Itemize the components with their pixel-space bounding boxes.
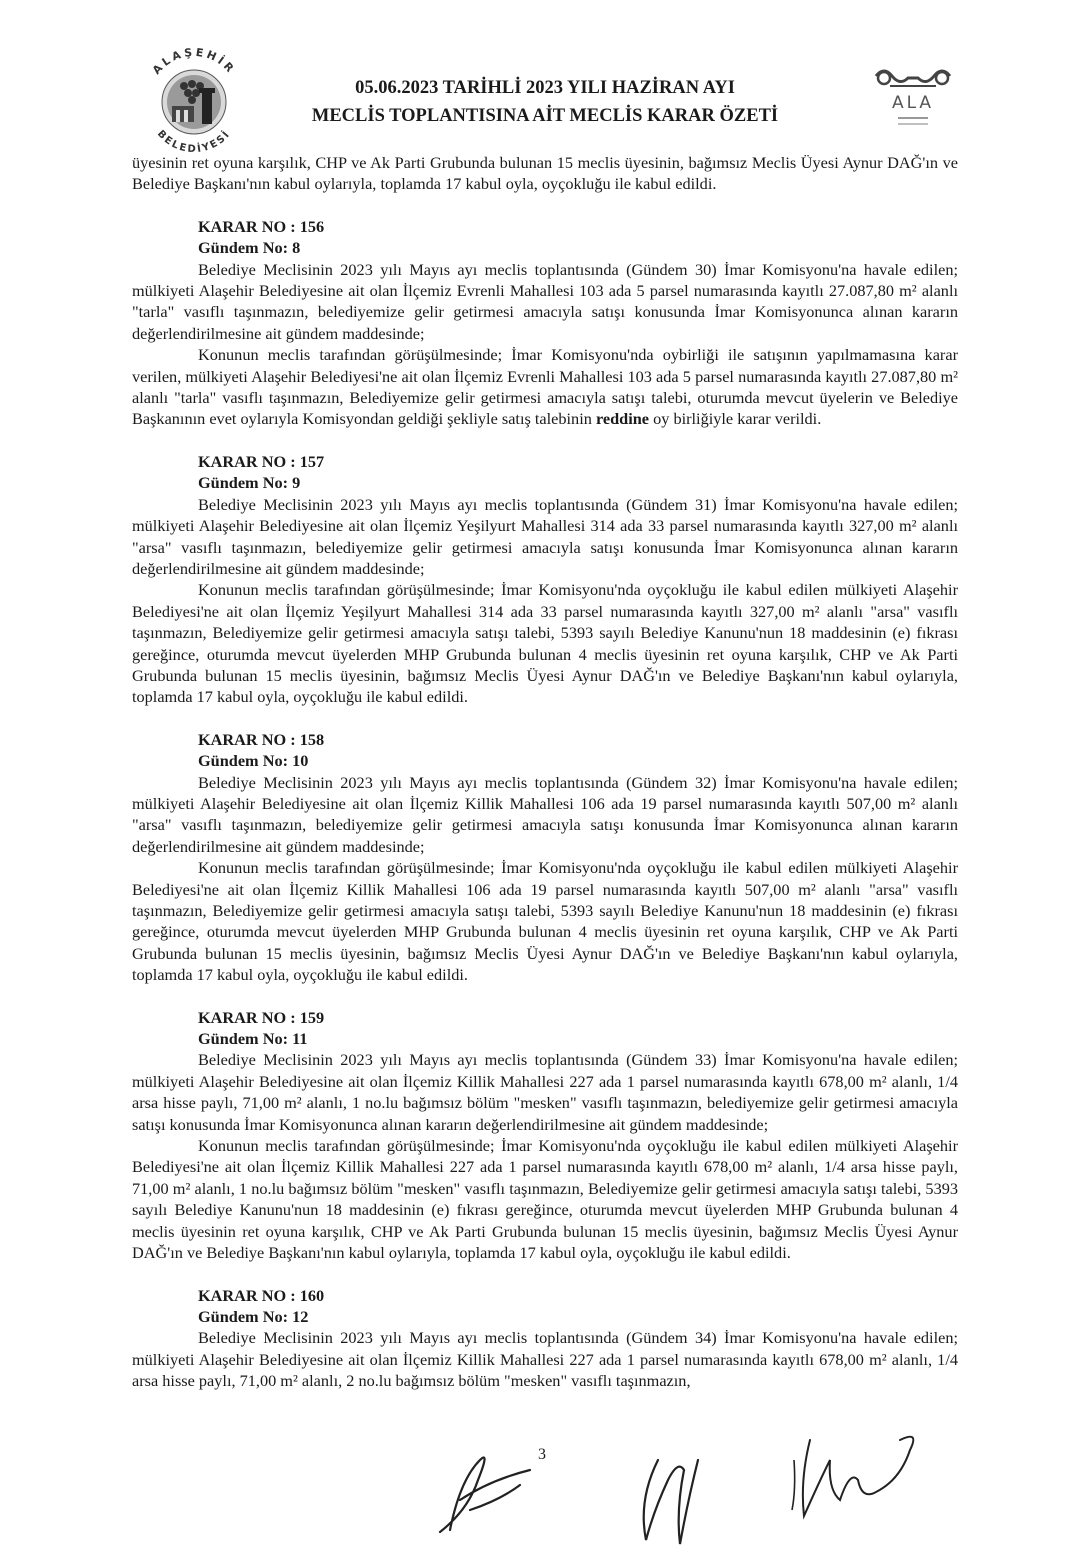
decision-156-agenda-text: Belediye Meclisinin 2023 yılı Mayıs ayı meclis toplantısında (Gündem 30) İmar Komisyonu'na havale edilen; mülkiyeti Alaşehir Belediyesine ait olan İlçemiz Evrenli Mahallesi 103 ada 5 parsel numarasında kayıtlı 27.087,80 m² alanlı "tarla" vasıflı taşınmazın, belediyemize gelir getirmesi amacıyla satışı konusunda İmar Komisyonunca alınan kararın değerlendirilmesine ait gündem maddesinde;	[132, 259, 958, 343]
ala-column-logo	[870, 66, 956, 136]
ala-logo-text: ALA	[891, 93, 935, 113]
gundem-no-9: Gündem No: 9	[198, 473, 301, 493]
title-line-1: 05.06.2023 TARİHLİ 2023 YILI HAZİRAN AYI	[355, 78, 735, 98]
signature-2	[628, 1440, 718, 1548]
gundem-no-12: Gündem No: 12	[198, 1306, 309, 1326]
signature-3	[780, 1420, 940, 1520]
decision-157-agenda-text: Belediye Meclisinin 2023 yılı Mayıs ayı meclis toplantısında (Gündem 31) İmar Komisyonu'na havale edilen; mülkiyeti Alaşehir Belediyesine ait olan İlçemiz Yeşilyurt Mahallesi 314 ada 33 parsel numarasında kayıtlı 327,00 m² alanlı "arsa" vasıflı taşınmazın, belediyemize gelir getirmesi amacıyla satışı konusunda İmar Komisyonunca alınan kararın değerlendirilmesine ait gündem maddesinde;	[132, 494, 958, 578]
decision-156-resolution-text: Konunun meclis tarafından görüşülmesinde; İmar Komisyonu'nda oybirliği ile satışının yapılmamasına karar verilen, mülkiyeti Alaşehir Belediyesi'ne ait olan İlçemiz Evrenli Mahallesi 103 ada 5 parsel numarasında kayıtlı 27.087,80 m² alanlı "tarla" vasıflı taşınmazın, Belediyemize gelir getirmesi amacıyla satışı talebi, oturumda mevcut üyelerin ve Belediye Başkanının evet oylarıyla Komisyondan geldiği şekliyle satış talebinin reddine oy birliğiyle karar verildi.	[132, 345, 958, 429]
gundem-no-11: Gündem No: 11	[198, 1029, 308, 1049]
decision-159-agenda-text: Belediye Meclisinin 2023 yılı Mayıs ayı meclis toplantısında (Gündem 33) İmar Komisyonu'na havale edilen; mülkiyeti Alaşehir Belediyesine ait olan İlçemiz Killik Mahallesi 227 ada 1 parsel numarasında kayıtlı 678,00 m² alanlı, 1/4 arsa hisse paylı, 71,00 m² alanlı, 1 no.lu bağımsız bölüm "mesken" vasıflı taşınmazın, belediyemize gelir getirmesi amacıyla satışı konusunda İmar Komisyonunca alınan kararın değerlendirilmesine ait gündem maddesinde;	[132, 1050, 958, 1134]
svg-text:ALAŞEHİR: ALAŞEHİR	[149, 45, 239, 77]
gundem-no-10: Gündem No: 10	[198, 751, 309, 771]
decision-159-resolution-text: Konunun meclis tarafından görüşülmesinde; İmar Komisyonu'nda oyçokluğu ile kabul edilen mülkiyeti Alaşehir Belediyesi'ne ait olan İlçemiz Killik Mahallesi 227 ada 1 parsel numarasında kayıtlı 678,00 m² alanlı, 1/4 arsa hisse paylı, 71,00 m² alanlı, 1 no.lu bağımsız bölüm "mesken" vasıflı taşınmazın, Belediyemize gelir getirmesi amacıyla satışı talebi, 5393 sayılı Belediye Kanunu'nun 18 maddesinin (e) fıkrası gereğince, oturumda mevcut üyelerden MHP Grubunda bulunan 4 meclis üyesinin ret oyuna karşılık, CHP ve Ak Parti Grubunda bulunan 15 meclis üyesinin, bağımsız Meclis Üyesi Aynur DAĞ'ın ve Belediye Başkanı'nın kabul oylarıyla, toplamda 17 kabul oyla, oyçokluğu ile kabul edildi.	[132, 1136, 958, 1263]
title-line-2: MECLİS TOPLANTISINA AİT MECLİS KARAR ÖZETİ	[311, 106, 779, 126]
rejection-emphasis: reddine	[595, 409, 650, 429]
karar-no-159: KARAR NO : 159	[198, 1007, 325, 1027]
decision-160-agenda-text: Belediye Meclisinin 2023 yılı Mayıs ayı meclis toplantısında (Gündem 34) İmar Komisyonu'na havale edilen; mülkiyeti Alaşehir Belediyesine ait olan İlçemiz Killik Mahallesi 227 ada 1 parsel numarasında kayıtlı 678,00 m² alanlı, 1/4 arsa hisse paylı, 71,00 m² alanlı, 2 no.lu bağımsız bölüm "mesken" vasıflı taşınmazın,	[132, 1328, 958, 1391]
karar-no-158: KARAR NO : 158	[198, 729, 325, 749]
page-number: 3	[538, 1446, 546, 1463]
decision-157-resolution-text: Konunun meclis tarafından görüşülmesinde; İmar Komisyonu'nda oyçokluğu ile kabul edilen mülkiyeti Alaşehir Belediyesi'ne ait olan İlçemiz Yeşilyurt Mahallesi 314 ada 33 parsel numarasında kayıtlı 327,00 m² alanlı "arsa" vasıflı taşınmazın, Belediyemize gelir getirmesi amacıyla satışı talebi, 5393 sayılı Belediye Kanunu'nun 18 maddesinin (e) fıkrası gereğince, oturumda mevcut üyelerden MHP Grubunda bulunan 4 meclis üyesinin ret oyuna karşılık, CHP ve Ak Parti Grubunda bulunan 15 meclis üyesinin, bağımsız Meclis Üyesi Aynur DAĞ'ın ve Belediye Başkanı'nın kabul oylarıyla, toplamda 17 kabul oyla, oyçokluğu ile kabul edildi.	[132, 580, 958, 707]
gundem-no-8: Gündem No: 8	[198, 238, 301, 258]
karar-no-157: KARAR NO : 157	[198, 451, 325, 471]
karar-no-156: KARAR NO : 156	[198, 216, 325, 236]
intro-continuation: üyesinin ret oyuna karşılık, CHP ve Ak Parti Grubunda bulunan 15 meclis üyesinin, bağımsız Meclis Üyesi Aynur DAĞ'ın ve Belediye Başkanı'nın kabul oylarıyla, toplamda 17 kabul oyla, oyçokluğu ile kabul edildi.	[132, 153, 958, 194]
svg-text:BELEDİYESİ: BELEDİYESİ	[154, 128, 234, 156]
decision-summary-body	[132, 152, 958, 1392]
karar-no-160: KARAR NO : 160	[198, 1285, 325, 1305]
signature-1	[420, 1440, 540, 1540]
decision-158-agenda-text: Belediye Meclisinin 2023 yılı Mayıs ayı meclis toplantısında (Gündem 32) İmar Komisyonu'na havale edilen; mülkiyeti Alaşehir Belediyesine ait olan İlçemiz Killik Mahallesi 106 ada 19 parsel numarasında kayıtlı 507,00 m² alanlı "arsa" vasıflı taşınmazın, belediyemize gelir getirmesi amacıyla satışı konusunda İmar Komisyonunca alınan kararın değerlendirilmesine ait gündem maddesinde;	[132, 772, 958, 856]
alasehir-municipality-logo	[128, 38, 260, 160]
page-title	[250, 74, 840, 130]
decision-158-resolution-text: Konunun meclis tarafından görüşülmesinde; İmar Komisyonu'nda oyçokluğu ile kabul edilen mülkiyeti Alaşehir Belediyesi'ne ait olan İlçemiz Killik Mahallesi 106 ada 19 parsel numarasında kayıtlı 507,00 m² alanlı "arsa" vasıflı taşınmazın, Belediyemize gelir getirmesi amacıyla satışı talebi, 5393 sayılı Belediye Kanunu'nun 18 maddesinin (e) fıkrası gereğince, oturumda mevcut üyelerden MHP Grubunda bulunan 4 meclis üyesinin ret oyuna karşılık, CHP ve Ak Parti Grubunda bulunan 15 meclis üyesinin, bağımsız Meclis Üyesi Aynur DAĞ'ın ve Belediye Başkanı'nın kabul oylarıyla, toplamda 17 kabul oyla, oyçokluğu ile kabul edildi.	[132, 858, 958, 985]
